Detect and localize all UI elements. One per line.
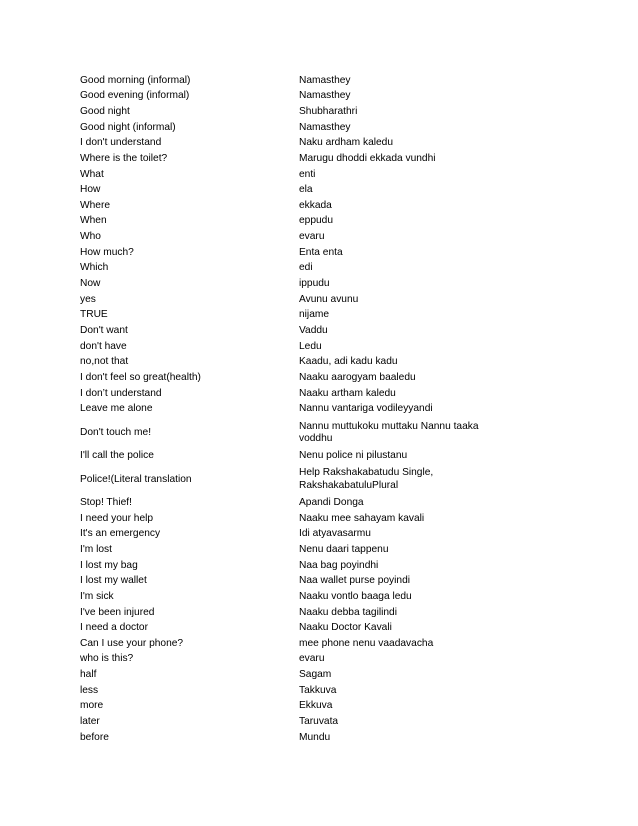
telugu-translation: Namasthey xyxy=(299,121,351,133)
phrase-row xyxy=(80,511,500,527)
english-phrase: more xyxy=(80,700,104,712)
phrase-row xyxy=(80,292,500,308)
telugu-translation: edi xyxy=(299,262,313,274)
phrase-row xyxy=(80,198,500,214)
telugu-translation: eppudu xyxy=(299,215,333,227)
phrase-row xyxy=(80,104,500,120)
english-phrase: Don't touch me! xyxy=(80,426,152,438)
phrase-row xyxy=(80,323,500,339)
english-phrase: before xyxy=(80,731,109,743)
phrase-row xyxy=(80,261,500,277)
telugu-translation: Shubharathri xyxy=(299,106,358,117)
english-phrase: Which xyxy=(80,262,109,274)
phrase-row xyxy=(80,182,500,198)
english-phrase: Good night (informal) xyxy=(80,121,176,133)
telugu-translation: Naaku debba tagilindi xyxy=(299,606,397,618)
english-phrase: I'll call the police xyxy=(80,450,154,462)
phrase-row xyxy=(80,89,500,105)
telugu-translation: Naaku artham kaledu xyxy=(299,387,396,399)
phrase-row xyxy=(80,448,500,464)
telugu-translation: Namasthey xyxy=(299,74,351,86)
telugu-translation: Nannu vantariga vodileyyandi xyxy=(299,403,433,415)
telugu-translation: evaru xyxy=(299,653,325,665)
phrase-row xyxy=(80,542,500,558)
phrase-row xyxy=(80,73,500,89)
phrase-row xyxy=(80,527,500,543)
telugu-translation: Apandi Donga xyxy=(299,497,364,509)
english-phrase: I don’t understand xyxy=(80,387,162,399)
phrase-row xyxy=(80,699,500,715)
english-phrase: who is this? xyxy=(80,653,134,665)
english-phrase: I don't understand xyxy=(80,137,162,149)
telugu-translation: Naaku aarogyam baaledu xyxy=(299,371,416,383)
phrase-row xyxy=(80,339,500,355)
phrase-row xyxy=(80,245,500,261)
telugu-translation: Ekkuva xyxy=(299,700,333,712)
english-phrase: Where xyxy=(80,199,111,211)
telugu-translation: mee phone nenu vaadavacha xyxy=(299,637,434,649)
phrase-row xyxy=(80,167,500,183)
telugu-translation: Naaku mee sahayam kavali xyxy=(299,512,425,524)
english-phrase: less xyxy=(80,684,99,696)
phrase-row xyxy=(80,589,500,605)
phrase-row xyxy=(80,730,500,746)
english-phrase: Good evening (informal) xyxy=(80,90,190,102)
phrase-row xyxy=(80,464,500,495)
telugu-translation: Naa wallet purse poyindi xyxy=(299,575,410,587)
telugu-translation: Marugu dhoddi ekkada vundhi xyxy=(299,152,436,164)
phrase-row xyxy=(80,229,500,245)
phrase-row xyxy=(80,386,500,402)
telugu-translation: ekkada xyxy=(299,199,332,211)
telugu-translation: Naaku vontlo baaga ledu xyxy=(299,590,412,602)
english-phrase: I lost my wallet xyxy=(80,575,147,587)
telugu-translation: Naa bag poyindhi xyxy=(299,559,379,571)
english-phrase: It's an emergency xyxy=(80,528,161,540)
english-phrase: How much? xyxy=(80,246,134,258)
english-phrase: I'm lost xyxy=(80,543,112,555)
english-phrase: don't have xyxy=(80,340,127,352)
telugu-translation: Sagam xyxy=(299,669,332,681)
english-phrase: I need a doctor xyxy=(80,622,148,634)
english-phrase: Good morning (informal) xyxy=(80,74,191,86)
english-phrase: Don't want xyxy=(80,324,128,336)
telugu-translation: Vaddu xyxy=(299,324,328,336)
english-phrase: Who xyxy=(80,231,101,243)
telugu-translation: Nannu muttukoku muttaku Nannu taaka voddhu xyxy=(299,420,479,444)
phrase-row xyxy=(80,558,500,574)
english-phrase: Can I use your phone? xyxy=(80,637,184,649)
english-phrase: Good night xyxy=(80,106,130,117)
phrase-row xyxy=(80,620,500,636)
telugu-translation: Enta enta xyxy=(299,246,343,258)
telugu-translation: Avunu avunu xyxy=(299,293,359,305)
english-phrase: I've been injured xyxy=(80,606,155,618)
phrase-row xyxy=(80,417,500,448)
english-phrase: How xyxy=(80,184,101,196)
english-phrase: later xyxy=(80,716,100,728)
english-phrase: Leave me alone xyxy=(80,403,153,415)
phrase-row xyxy=(80,401,500,417)
telugu-translation: Ledu xyxy=(299,340,322,352)
english-phrase: Now xyxy=(80,278,101,290)
phrase-table xyxy=(80,73,500,746)
telugu-translation: Taruvata xyxy=(299,716,339,728)
english-phrase: TRUE xyxy=(80,309,108,321)
english-phrase: What xyxy=(80,168,104,180)
phrase-row xyxy=(80,355,500,371)
phrase-row xyxy=(80,214,500,230)
telugu-translation: ippudu xyxy=(299,278,330,290)
phrase-row xyxy=(80,308,500,324)
english-phrase: I don't feel so great(health) xyxy=(80,371,201,383)
telugu-translation: nijame xyxy=(299,309,330,321)
phrase-row xyxy=(80,683,500,699)
english-phrase: yes xyxy=(80,293,96,305)
phrase-row xyxy=(80,574,500,590)
english-phrase: no,not that xyxy=(80,356,129,368)
phrase-row xyxy=(80,276,500,292)
telugu-translation: Mundu xyxy=(299,731,331,743)
english-phrase: I lost my bag xyxy=(80,559,138,571)
telugu-translation: Kaadu, adi kadu kadu xyxy=(299,356,398,368)
english-phrase: Stop! Thief! xyxy=(80,497,132,509)
phrase-row xyxy=(80,151,500,167)
telugu-translation: Nenu daari tappenu xyxy=(299,543,389,555)
telugu-translation: ela xyxy=(299,184,313,196)
english-phrase: When xyxy=(80,215,107,227)
telugu-translation: enti xyxy=(299,168,316,180)
telugu-translation: Takkuva xyxy=(299,684,337,696)
phrase-row xyxy=(80,636,500,652)
telugu-translation: Nenu police ni pilustanu xyxy=(299,450,408,462)
phrase-row xyxy=(80,652,500,668)
phrase-row xyxy=(80,714,500,730)
telugu-translation: evaru xyxy=(299,231,325,243)
telugu-translation: Naku ardham kaledu xyxy=(299,137,394,149)
phrase-row xyxy=(80,667,500,683)
telugu-translation: Namasthey xyxy=(299,90,351,102)
phrase-row xyxy=(80,136,500,152)
phrase-row xyxy=(80,120,500,136)
phrase-row xyxy=(80,495,500,511)
english-phrase: Where is the toilet? xyxy=(80,152,168,164)
phrase-row xyxy=(80,605,500,621)
telugu-translation: Naaku Doctor Kavali xyxy=(299,622,392,634)
english-phrase: half xyxy=(80,669,97,681)
telugu-translation: Help Rakshakabatudu Single, RakshakabatuluPlural xyxy=(299,467,434,491)
phrase-row xyxy=(80,370,500,386)
english-phrase: Police!(Literal translation xyxy=(80,473,192,485)
english-phrase: I'm sick xyxy=(80,590,114,602)
telugu-translation: Idi atyavasarmu xyxy=(299,528,371,540)
english-phrase: I need your help xyxy=(80,512,154,524)
